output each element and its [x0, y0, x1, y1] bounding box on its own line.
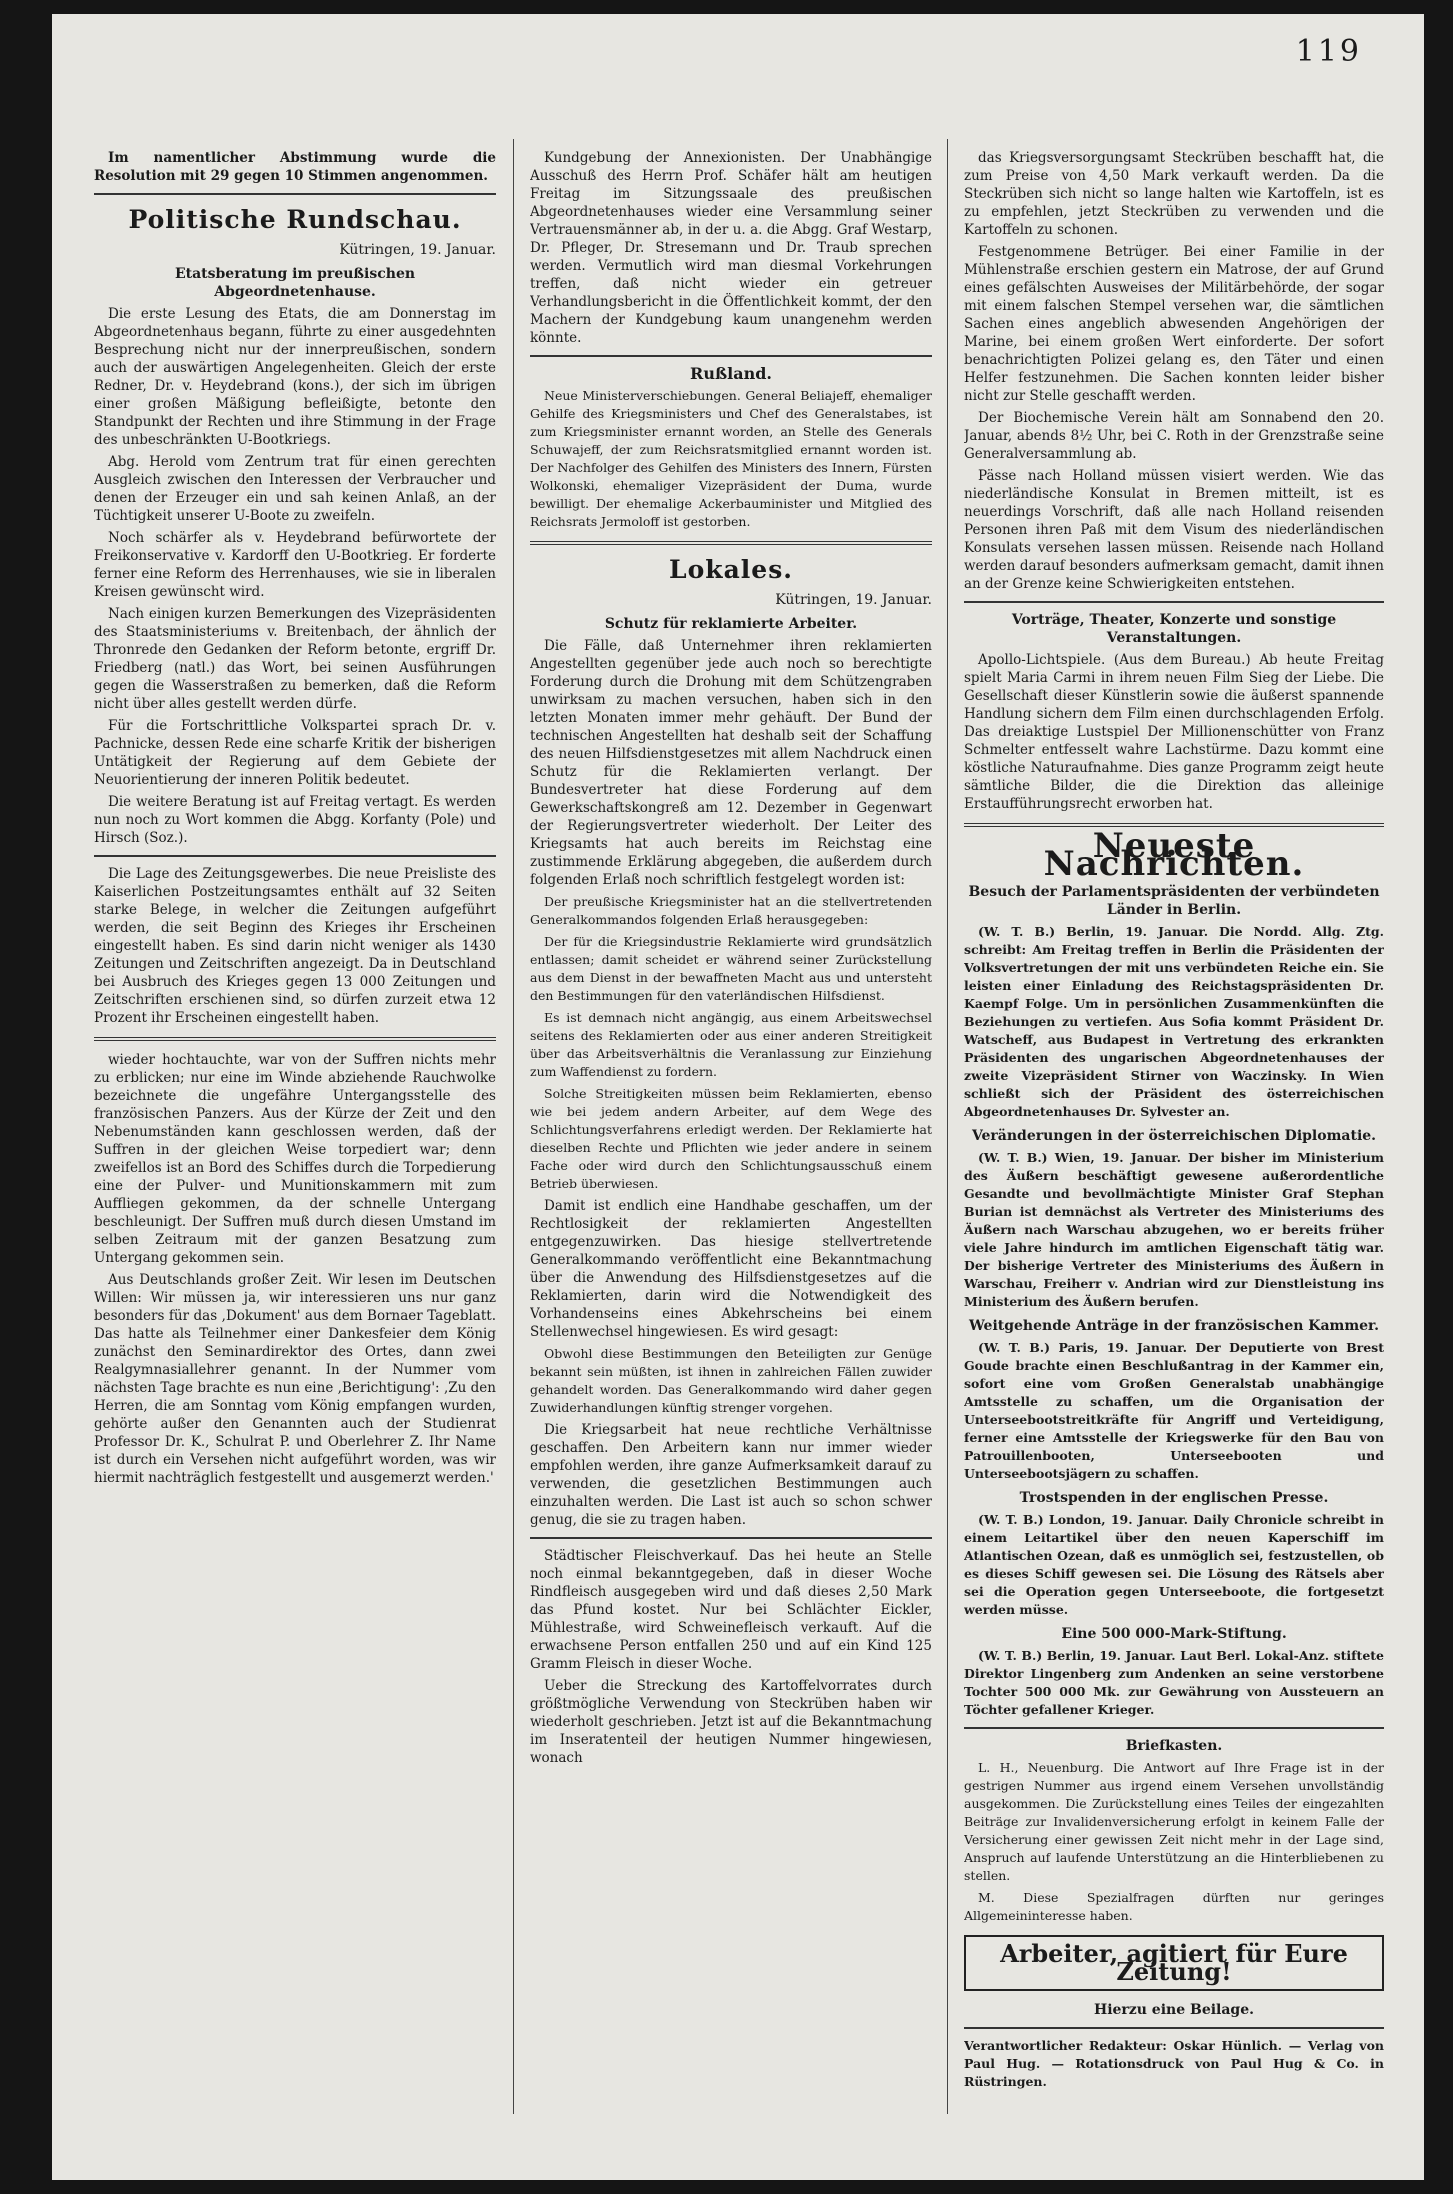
article-paragraph: Der Biochemische Verein hält am Sonnabend den 20. Januar, abends 8½ Uhr, bei C. Roth in der Grenzstraße seine Generalversammlung ab.: [964, 410, 1384, 462]
article-paragraph: Der für die Kriegsindustrie Reklamierte wird grundsätzlich entlassen; damit scheidet er während seiner Zurückstellung aus dem Dienst in der bewaffneten Macht aus und untersteht den Bestimmungen für den vaterländischen Hilfsdienst.: [530, 934, 932, 1003]
section-heading: Rußland.: [690, 364, 772, 383]
article-heading: Etatsberatung im preußischen Abgeordnetenhause.: [174, 266, 416, 300]
article-paragraph: Der preußische Kriegsminister hat an die stellvertretenden Generalkommandos folgenden Erlaß herausgegeben:: [530, 894, 932, 927]
article-paragraph: (W. T. B.) London, 19. Januar. Daily Chronicle schreibt in einem Leitartikel über den neuen Kaperschiff im Atlantischen Ozean, daß es unmöglich sei, festzustellen, ob es dieses Schiff gewesen sei. Die Lösung des Rätsels aber sei die Operation gegen Unterseeboote, die fortgesetzt werden müsse.: [964, 1512, 1384, 1617]
article-paragraph: Kundgebung der Annexionisten. Der Unabhängige Ausschuß des Herrn Prof. Schäfer hält am heutigen Freitag im Sitzungssaale des preußischen Abgeordnetenhauses wieder eine Versammlung seiner Vertrauensmänner ab, in der u. a. die Abgg. Graf Westarp, Dr. Pfleger, Dr. Stresemann und Dr. Traub sprechen werden. Vermutlich wird man diesmal Vorkehrungen treffen, daß nicht wieder ein getreuer Verhandlungsbericht in die Öffentlichkeit kommt, der den Machern der Kundgebung kaum unangenehm werden könnte.: [530, 150, 932, 346]
article-paragraph: Nach einigen kurzen Bemerkungen des Vizepräsidenten des Staatsministeriums v. Breitenbach, der ähnlich der Thronrede den Gedanken der Reform betonte, ergriff Dr. Friedberg (natl.) das Wort, bei seinen Ausführungen gegen die Wasserstraßen zu bemerken, daß die Reform nicht über alles gestellt werden dürfe.: [94, 606, 496, 712]
article-paragraph: Obwohl diese Bestimmungen den Beteiligten zur Genüge bekannt sein müßten, ist ihnen in zahlreichen Fällen zuwider gehandelt worden. Das Generalkommando wird daher gegen Zuwiderhandlungen künftig strenger vorgehen.: [530, 1346, 932, 1415]
article-heading: Besuch der Parlamentspräsidenten der verbündeten Länder in Berlin.: [968, 884, 1380, 918]
article-paragraph: Solche Streitigkeiten müssen beim Reklamierten, ebenso wie bei jedem andern Arbeiter, auf dem Wege des Schlichtungsverfahrens erledigt werden. Der Reklamierte hat dieselben Rechte und Pflichten wie jeder andere in seinem Fache oder wird durch den Schlichtungsausschuß einem Betrieb überwiesen.: [530, 1086, 932, 1191]
article-paragraph: M. Diese Spezialfragen dürften nur geringes Allgemeininteresse haben.: [964, 1890, 1384, 1923]
article-paragraph: (W. T. B.) Paris, 19. Januar. Der Deputierte von Brest Goude brachte einen Beschlußantrag in der Kammer ein, sofort eine vom Großen Generalstab unabhängige Amtsstelle zu schaffen, um die Organisation der Unterseebootstreitkräfte für Angriff und Verteidigung, ferner eine Amtsstelle der Kriegswerke für den Bau von Patrouillenbooten, Unterseebooten und Unterseebootsjägern zu schaffen.: [964, 1340, 1384, 1481]
section-heading: Neueste Nachrichten.: [1043, 826, 1305, 884]
article-paragraph: Neue Ministerverschiebungen. General Beliajeff, ehemaliger Gehilfe des Kriegsministers und Chef des Generalstabes, ist zum Kriegsminister ernannt worden, an Stelle des Generals Schuwajeff, der zum Reichsratsmitglied ernannt worden ist. Der Nachfolger des Gehilfen des Ministers des Innern, Fürsten Wolkonski, ehemaliger Vizepräsident der Duma, wurde bewilligt. Der ehemalige Ackerbauminister und Mitglied des Reichsrats Jermoloff ist gestorben.: [530, 388, 932, 529]
newspaper-page: [52, 14, 1424, 2180]
article-paragraph: Es ist demnach nicht angängig, aus einem Arbeitswechsel seitens des Reklamierten oder aus einer anderen Streitigkeit über das Arbeitsverhältnis die Veranlassung zur Einziehung zum Waffendienst zu fordern.: [530, 1010, 932, 1079]
article-paragraph: das Kriegsversorgungsamt Steckrüben beschafft hat, die zum Preise von 4,50 Mark verkauft werden. Da die Steckrüben sich nicht so lange halten wie Kartoffeln, ist es zu empfehlen, jetzt Steckrüben zu verwenden und die Kartoffeln zu schonen.: [964, 150, 1384, 238]
article-paragraph: Ueber die Streckung des Kartoffelvorrates durch größtmögliche Verwendung von Steckrüben haben wir wiederholt geschrieben. Jetzt ist auf die Bekanntmachung im Inseratenteil der heutigen Nummer hingewiesen, wonach: [530, 1678, 932, 1766]
column-3: [964, 149, 1384, 2095]
article-heading: Vorträge, Theater, Konzerte und sonstige Veranstaltungen.: [1011, 612, 1337, 646]
dateline: Kütringen, 19. Januar.: [339, 242, 496, 258]
divider: [94, 855, 496, 857]
article-heading: Trostspenden in der englischen Presse.: [1019, 1490, 1329, 1506]
imprint: Verantwortlicher Redakteur: Oskar Hünlich. — Verlag von Paul Hug. — Rotationsdruck von Paul Hug & Co. in Rüstringen.: [964, 2038, 1384, 2089]
column-rule: [513, 139, 514, 2114]
page-number: 119: [1295, 34, 1362, 69]
column-rule: [947, 139, 948, 2114]
divider: [94, 1037, 496, 1041]
article-paragraph: Apollo-Lichtspiele. (Aus dem Bureau.) Ab heute Freitag spielt Maria Carmi in ihrem neuen Film Sieg der Liebe. Die Gesellschaft dieser Künstlerin sowie die äußerst spannende Handlung sichern dem Film einen durchschlagenden Erfolg. Das dreiaktige Lustspiel Der Millionenschütter von Franz Schmelter entfesselt wahre Lachstürme. Dazu kommt eine köstliche Naturaufnahme. Dies ganze Programm zeigt heute sämtliche Bilder, die die Direktion das alleinige Erstaufführungsrecht erworben hat.: [964, 652, 1384, 812]
article-paragraph: Die Lage des Zeitungsgewerbes. Die neue Preisliste des Kaiserlichen Postzeitungsamtes enthält auf 32 Seiten starke Belege, in welcher die Zeitungen aufgeführt werden, die seit Beginn des Krieges ihr Erscheinen eingestellt haben. Es sind darin nicht weniger als 1430 Zeitungen und Zeitschriften angezeigt. Da in Deutschland bei Ausbruch des Krieges gegen 13 000 Zeitungen und Zeitschriften erschienen sind, so dürfen zurzeit etwa 12 Prozent ihr Erscheinen eingestellt haben.: [94, 866, 496, 1026]
divider: [964, 2027, 1384, 2029]
article-paragraph: (W. T. B.) Berlin, 19. Januar. Laut Berl. Lokal-Anz. stiftete Direktor Lingenberg zum Andenken an seine verstorbene Tochter 500 000 Mk. zur Gewährung von Aussteuern an Töchter gefallener Krieger.: [964, 1648, 1384, 1717]
article-paragraph: Die erste Lesung des Etats, die am Donnerstag im Abgeordnetenhaus begann, führte zu einer ausgedehnten Besprechung nicht nur der innerpreußischen, sondern auch der auswärtigen Angelegenheiten. Gleich der erste Redner, Dr. v. Heydebrand (kons.), der sich im übrigen einer großen Mäßigung befleißigte, betonte den Standpunkt der Rechten und ihre Stimmung in der Frage des unbeschränkten U-Bootkriegs.: [94, 306, 496, 448]
divider: [964, 1727, 1384, 1729]
article-paragraph: Festgenommene Betrüger. Bei einer Familie in der Mühlenstraße erschien gestern ein Matrose, der auf Grund eines gefälschten Ausweises der Militärbehörde, der sogar mit einem falschen Stempel versehen war, die sämtlichen Sachen eines angeblich abwesenden Angehörigen der Marine, bei einem großen Wert einforderte. Der sofort benachrichtigten Polizei gelang es, den Täter und einen Helfer festzunehmen. Die Sachen konnten leider bisher nicht zur Stelle geschafft werden.: [964, 244, 1384, 404]
article-paragraph: (W. T. B.) Berlin, 19. Januar. Die Nordd. Allg. Ztg. schreibt: Am Freitag treffen in Berlin die Präsidenten der Volksvertretungen der mit uns verbündeten Reiche ein. Sie leisten einer Einladung des Reichstagspräsidenten Dr. Kaempf Folge. Um in persönlichen Zusammenkünften die Beziehungen zu vertiefen. Aus Sofia kommt Präsident Dr. Watscheff, aus Budapest in Vertretung des erkrankten Präsidenten des ungarischen Abgeordnetenhauses der zweite Vizepräsident Stirner von Waczinsky. In Wien schließt sich der Präsident des österreichischen Abgeordnetenhauses Dr. Sylvester an.: [964, 924, 1384, 1119]
section-heading: Lokales.: [669, 555, 793, 584]
dateline: Kütringen, 19. Januar.: [775, 592, 932, 608]
article-heading: Eine 500 000-Mark-Stiftung.: [1061, 1626, 1287, 1642]
article-heading: Schutz für reklamierte Arbeiter.: [604, 616, 858, 632]
article-paragraph: Pässe nach Holland müssen visiert werden. Wie das niederländische Konsulat in Bremen mitteilt, ist es neuerdings Vorschrift, daß alle nach Holland reisenden Personen ihren Paß mit dem Visum des niederländischen Konsulats versehen lassen müssen. Reisende nach Holland werden darauf besonders aufmerksam gemacht, damit ihnen an der Grenze keine Schwierigkeiten entstehen.: [964, 468, 1384, 592]
article-paragraph: Aus Deutschlands großer Zeit. Wir lesen im Deutschen Willen: Wir müssen ja, wir interessieren uns nur ganz besonders für das ,Dokument' aus dem Bornaer Tageblatt. Das hatte als Teilnehmer einer Dankesfeier dem König zunächst den Seminardirektor des Ortes, dann zwei Realgymnasiallehrer genannt. In der Nummer vom nächsten Tage brachte es nun eine ,Berichtigung': ,Zu den Herren, die am Sonntag vom König empfangen wurden, gehörte außer den Genannten auch der Studienrat Professor Dr. K., Schulrat P. und Oberlehrer Z. Ihr Name ist durch ein Versehen nicht aufgeführt worden, was wir hiermit nachträglich festgestellt und ausgemerzt werden.': [94, 1272, 496, 1486]
article-heading: Veränderungen in der österreichischen Diplomatie.: [971, 1128, 1377, 1144]
article-heading: Briefkasten.: [1125, 1738, 1223, 1754]
article-paragraph: Die Fälle, daß Unternehmer ihren reklamierten Angestellten gegenüber jede auch noch so berechtigte Forderung durch die Drohung mit dem Schützengraben unwirksam zu machen versuchen, haben sich in den letzten Monaten immer mehr gehäuft. Der Bund der technischen Angestellten hat deshalb seit der Schaffung des neuen Hilfsdienstgesetzes mit allem Nachdruck einen Schutz für die Reklamierten verlangt. Der Bundesvertreter hat diese Forderung auf dem Gewerkschaftskongreß am 12. Dezember in Gegenwart der Regierungsvertreter wiederholt. Der Leiter des Kriegsamts hat auch bereits im Reichstag eine zustimmende Erklärung abgegeben, die außerdem durch folgenden Erlaß noch schriftlich festgelegt worden ist:: [530, 638, 932, 888]
article-paragraph: Für die Fortschrittliche Volkspartei sprach Dr. v. Pachnicke, dessen Rede eine scharfe Kritik der bisherigen Untätigkeit der Regierung auf dem Gebiete der Neuorientierung der inneren Politik bedeutet.: [94, 718, 496, 788]
divider: [530, 1537, 932, 1539]
column-1: [94, 149, 496, 1491]
section-heading: Politische Rundschau.: [128, 205, 462, 234]
divider: [94, 193, 496, 195]
supplement-note: Hierzu eine Beilage.: [1093, 2002, 1255, 2018]
resolution-note: Im namentlicher Abstimmung wurde die Resolution mit 29 gegen 10 Stimmen angenommen.: [94, 150, 496, 184]
divider: [964, 601, 1384, 603]
column-2: [530, 149, 932, 1771]
article-paragraph: Noch schärfer als v. Heydebrand befürwortete der Freikonservative v. Kardorff den U-Bootkrieg. Er forderte ferner eine Reform des Herrenhauses, wie sie in liberalen Kreisen gewünscht wird.: [94, 530, 496, 600]
divider: [530, 541, 932, 545]
article-paragraph: Damit ist endlich eine Handhabe geschaffen, um der Rechtlosigkeit der reklamierten Angestellten entgegenzuwirken. Das hiesige stellvertretende Generalkommando veröffentlicht eine Bekanntmachung über die Anwendung des Hilfsdienstgesetzes auf die Reklamierten, darin wird die Notwendigkeit des Vorhandenseins eines Abkehrscheins bei einem Stellenwechsel hingewiesen. Es wird gesagt:: [530, 1198, 932, 1340]
article-paragraph: L. H., Neuenburg. Die Antwort auf Ihre Frage ist in der gestrigen Nummer aus irgend einem Versehen unvollständig ausgekommen. Die Zurückstellung eines Teiles der eingezahlten Beiträge zur Invalidenversicherung erfolgt in keinem Falle der Versicherung einer gewissen Zeit nicht mehr in der Lage sind, Anspruch auf laufende Unterstützung an die Hinterbliebenen zu stellen.: [964, 1760, 1384, 1883]
article-paragraph: Die Kriegsarbeit hat neue rechtliche Verhältnisse geschaffen. Den Arbeitern kann nur immer wieder empfohlen werden, ihre ganze Aufmerksamkeit darauf zu verwenden, die gesetzlichen Bestimmungen auch einzuhalten werden. Die Last ist auch so schon schwer genug, die sie zu tragen haben.: [530, 1422, 932, 1528]
article-heading: Weitgehende Anträge in der französischen Kammer.: [968, 1318, 1380, 1334]
article-paragraph: Städtischer Fleischverkauf. Das hei heute an Stelle noch einmal bekanntgegeben, daß in dieser Woche Rindfleisch ausgegeben wird und daß dieses 2,50 Mark das Pfund kostet. Nur bei Schlächter Eickler, Mühlestraße, wird Schweinefleisch verkauft. Auf die erwachsene Person entfallen 250 und auf ein Kind 125 Gramm Fleisch in dieser Woche.: [530, 1548, 932, 1672]
divider: [530, 355, 932, 357]
article-paragraph: Die weitere Beratung ist auf Freitag vertagt. Es werden nun noch zu Wort kommen die Abgg. Korfanty (Pole) und Hirsch (Soz.).: [94, 794, 496, 846]
agitation-banner: Arbeiter, agitiert für Eure Zeitung!: [964, 1935, 1384, 1991]
article-paragraph: wieder hochtauchte, war von der Suffren nichts mehr zu erblicken; nur eine im Winde abziehende Rauchwolke bezeichnete die ungefähre Untergangsstelle des französischen Panzers. Aus der Kürze der Zeit und den Nebenumständen kann geschlossen werden, daß der Suffren in der gleichen Weise torpediert war; denn zweifellos ist an Bord des Schiffes durch die Torpedierung eine der Pulver- und Munitionskammern mit zum Auffliegen gekommen, da der schnelle Untergang beschleunigt. Der Suffren muß durch diesen Umstand im selben Zeitraum mit der ganzen Besatzung zum Untergang gekommen sein.: [94, 1052, 496, 1266]
article-paragraph: Abg. Herold vom Zentrum trat für einen gerechten Ausgleich zwischen den Interessen der Verbraucher und denen der Erzeuger ein und sah keinen Anlaß, an der Tüchtigkeit unserer U-Boote zu zweifeln.: [94, 454, 496, 524]
article-paragraph: (W. T. B.) Wien, 19. Januar. Der bisher im Ministerium des Äußern beschäftigt gewesene außerordentliche Gesandte und bevollmächtigte Minister Graf Stephan Burian ist demnächst als Vertreter des Ministeriums des Äußern nach Warschau abzugehen, wo er bereits früher viele Jahre hindurch im amtlichen Eigenschaft tätig war. Der bisherige Vertreter des Ministeriums des Äußern in Warschau, Freiherr v. Andrian wird zur Dienstleistung ins Ministerium des Äußern berufen.: [964, 1150, 1384, 1309]
